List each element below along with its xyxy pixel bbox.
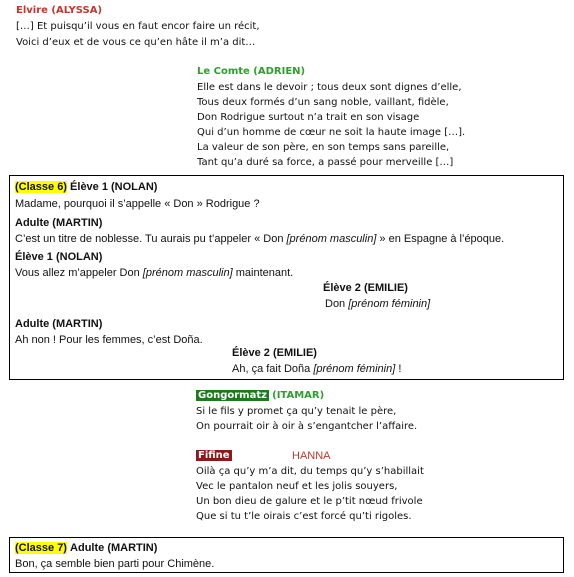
fifine-line-1: Oilà ça qu’y m’a dit, du temps qu’y s’habillait — [196, 466, 424, 477]
classe6-s2-line-b: » en Espagne à l’époque. — [376, 233, 505, 245]
classe6-s2-line-italic: [prénom masculin] — [286, 233, 377, 245]
fifine-heading — [196, 449, 232, 463]
classe6-s5-line: Ah non ! Pour les femmes, c’est Doña. — [15, 334, 203, 346]
fifine-tag: Fifine — [198, 450, 230, 461]
classe7-tag: (Classe 7) — [15, 542, 67, 554]
classe6-s6-line — [232, 362, 401, 376]
classe6-s2-line — [15, 232, 504, 246]
elvire-speaker: Elvire (ALYSSA) — [16, 5, 103, 16]
classe7-heading — [15, 541, 157, 555]
classe6-s1-speaker: Élève 1 (NOLAN) — [70, 181, 158, 193]
classe7-speaker: Adulte (MARTIN) — [70, 542, 158, 554]
classe6-s6-line-italic: [prénom féminin] — [313, 363, 396, 375]
classe6-s4-line-italic: [prénom féminin] — [348, 298, 431, 310]
classe6-s6-line-b: ! — [395, 363, 402, 375]
classe6-s4-line — [325, 297, 430, 311]
gongormatz-tag: Gongormatz — [198, 390, 267, 401]
gongormatz-line-2: On pourrait oir à oir à s’engantcher l’affaire. — [196, 421, 418, 432]
classe6-s3-line-italic: [prénom masculin] — [142, 267, 233, 279]
comte-line-6: Tant qu’a duré sa force, a passé pour merveille […] — [197, 157, 454, 168]
comte-speaker: Le Comte (ADRIEN) — [197, 66, 306, 77]
classe6-s1-line: Madame, pourquoi il s’appelle « Don » Rodrigue ? — [15, 198, 260, 210]
fifine-actor: HANNA — [292, 450, 331, 462]
classe6-s4-speaker: Élève 2 (EMILIE) — [323, 282, 408, 294]
comte-line-2: Tous deux formés d’un sang noble, vaillant, fidèle, — [197, 97, 449, 108]
classe6-s6-speaker: Élève 2 (EMILIE) — [232, 347, 317, 359]
comte-line-3: Don Rodrigue surtout n’a trait en son visage — [197, 112, 420, 123]
elvire-line-2: Voici d’eux et de vous ce qu’en hâte il m’a dit… — [16, 37, 256, 48]
classe6-s1-heading — [15, 180, 157, 194]
classe6-s5-speaker: Adulte (MARTIN) — [15, 318, 103, 330]
classe6-s3-line-b: maintenant. — [232, 267, 294, 279]
classe6-s2-speaker: Adulte (MARTIN) — [15, 217, 103, 229]
classe6-s3-line — [15, 266, 293, 280]
classe6-tag: (Classe 6) — [15, 181, 67, 193]
fifine-line-2: Vec le pantalon neuf et les jolis souyers, — [196, 481, 398, 492]
classe6-s3-speaker: Élève 1 (NOLAN) — [15, 251, 103, 263]
elvire-line-1: […] Et puisqu’il vous en faut encor faire un récit, — [16, 21, 260, 32]
classe6-s4-line-a: Don — [325, 298, 349, 310]
gongormatz-actor: (ITAMAR) — [272, 390, 325, 401]
classe6-s2-line-a: C’est un titre de noblesse. Tu aurais pu t’appeler « Don — [15, 233, 287, 245]
classe6-s6-line-a: Ah, ça fait Doña — [232, 363, 314, 375]
fifine-line-3: Un bon dieu de galure et le p’tit nœud frivole — [196, 496, 423, 507]
classe7-line: Bon, ça semble bien parti pour Chimène. — [15, 558, 215, 570]
fifine-line-4: Que si tu t’le oirais c’est forcé qu’ti rigoles. — [196, 511, 412, 522]
classe6-s3-line-a: Vous allez m’appeler Don — [15, 267, 143, 279]
comte-line-5: La valeur de son père, en son temps sans pareille, — [197, 142, 450, 153]
comte-line-4: Qui d’un homme de cœur ne soit la haute image […]. — [197, 127, 466, 138]
comte-line-1: Elle est dans le devoir ; tous deux sont dignes d’elle, — [197, 82, 462, 93]
gongormatz-heading — [196, 389, 324, 403]
gongormatz-line-1: Si le fils y promet ça qu’y tenait le père, — [196, 406, 397, 417]
